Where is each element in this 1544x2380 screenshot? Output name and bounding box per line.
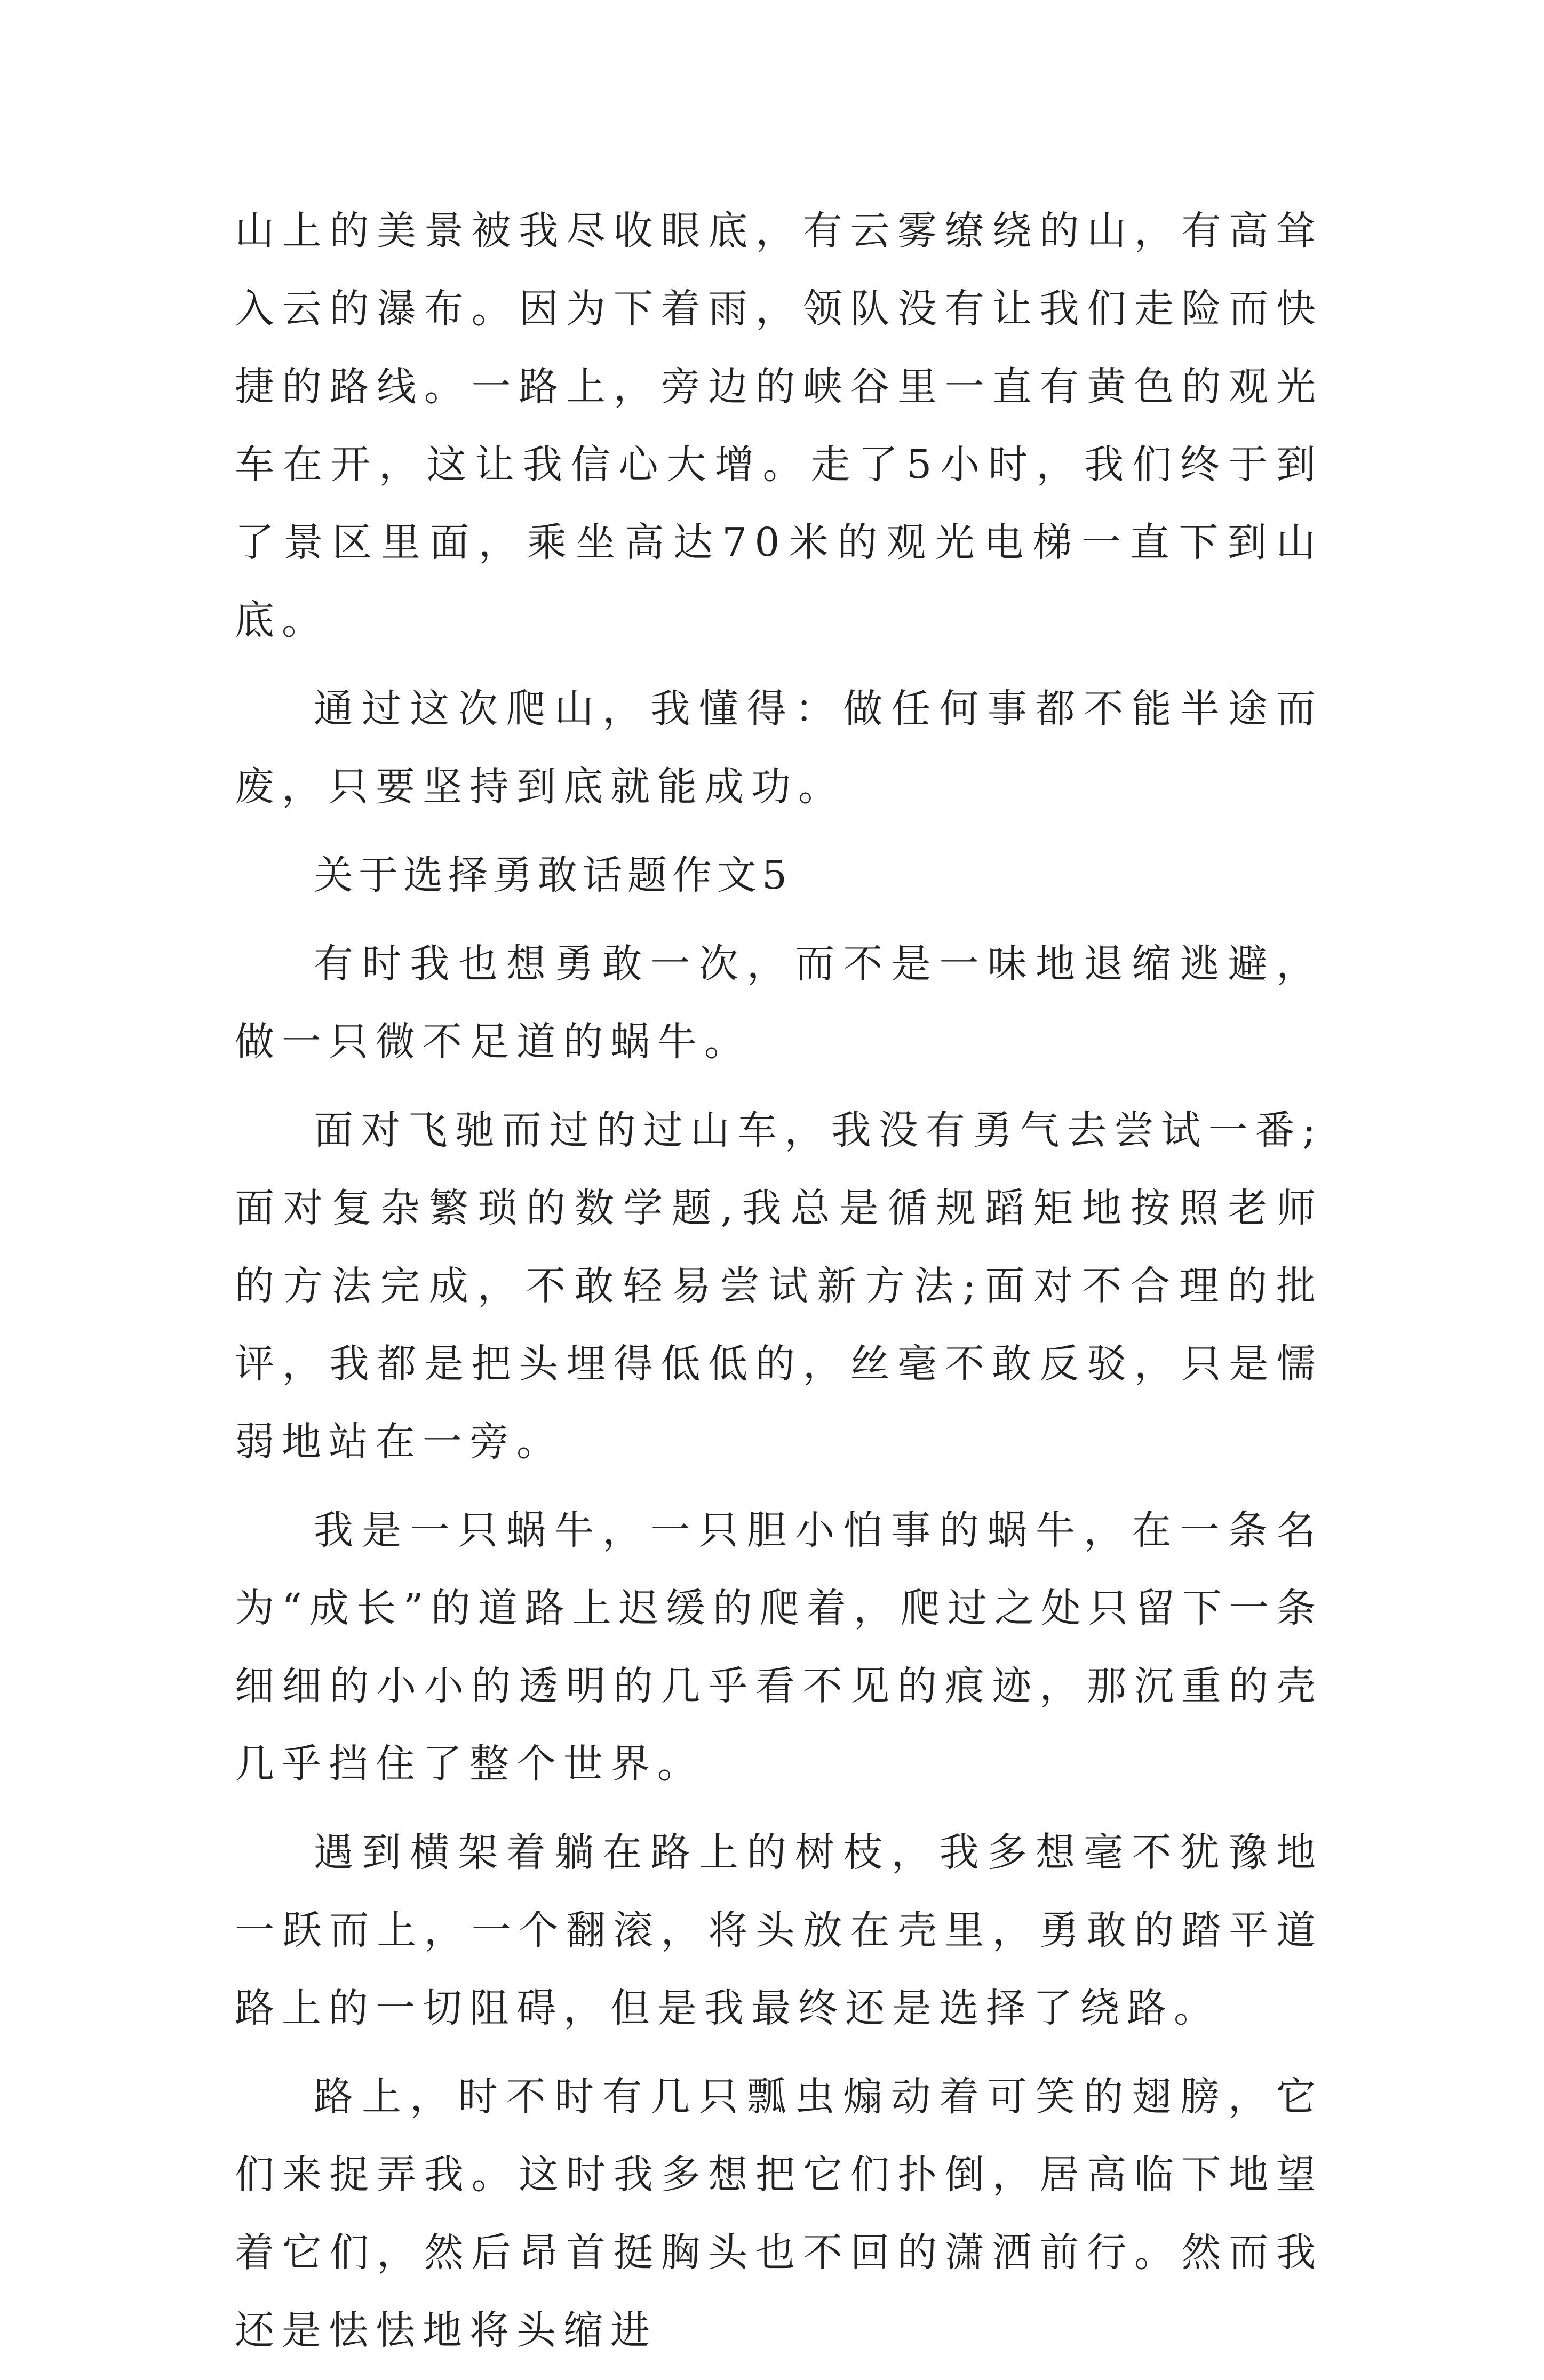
paragraph: 山上的美景被我尽收眼底，有云雾缭绕的山，有高耸入云的瀑布。因为下着雨，领队没有让我们走险而快捷的路线。一路上，旁边的峡谷里一直有黄色的观光车在开，这让我信心大增。走了5小时，我们终于到了景区里面，乘坐高达70米的观光电梯一直下到山底。 bbox=[235, 208, 1323, 643]
paragraph: 我是一只蜗牛，一只胆小怕事的蜗牛，在一条名为“成长”的道路上迟缓的爬着，爬过之处只留下一条细细的小小的透明的几乎看不见的痕迹，那沉重的壳几乎挡住了整个世界。 bbox=[235, 1507, 1323, 1787]
document-body bbox=[235, 192, 1323, 2380]
paragraph: 通过这次爬山，我懂得：做任何事都不能半途而废，只要坚持到底就能成功。 bbox=[235, 686, 1323, 810]
paragraph: 路上，时不时有几只瓢虫煽动着可笑的翅膀，它们来捉弄我。这时我多想把它们扑倒，居高临下地望着它们，然后昂首挺胸头也不回的潇洒前行。然而我还是怯怯地将头缩进 bbox=[235, 2074, 1323, 2353]
paragraph: 遇到横架着躺在路上的树枝，我多想毫不犹豫地一跃而上，一个翻滚，将头放在壳里，勇敢的踏平道路上的一切阻碍，但是我最终还是选择了绕路。 bbox=[235, 1830, 1323, 2031]
section-title: 关于选择勇敢话题作文5 bbox=[314, 852, 793, 898]
paragraph: 有时我也想勇敢一次，而不是一味地退缩逃避，做一只微不足道的蜗牛。 bbox=[235, 941, 1323, 1065]
paragraph: 面对飞驰而过的过山车，我没有勇气去尝试一番;面对复杂繁琐的数学题,我总是循规蹈矩地按照老师的方法完成，不敢轻易尝试新方法;面对不合理的批评，我都是把头埋得低低的，丝毫不敢反驳，只是懦弱地站在一旁。 bbox=[235, 1107, 1323, 1465]
